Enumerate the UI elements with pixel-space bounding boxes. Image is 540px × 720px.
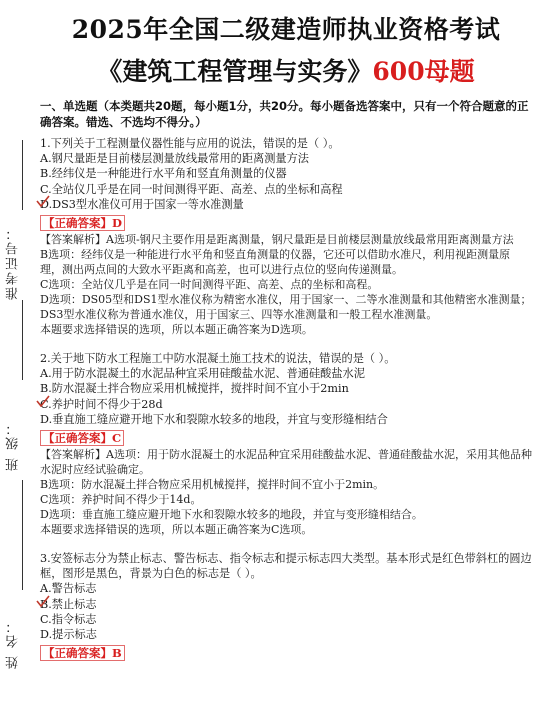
- name-label: 姓 名：: [6, 618, 21, 670]
- explain-line: D选项：垂直施工缝应避开地下水和裂隙水较多的地段，并宜与变形缝相结合。: [40, 508, 423, 522]
- option-d-text: D.DS3型水准仪可用于国家一等水准测量: [40, 197, 244, 211]
- check-mark-icon: [36, 395, 50, 407]
- explain-line: C选项：全站仪几乎是在同一时间测得平距、高差、点的坐标和高程。: [40, 278, 379, 292]
- explain-line: 【答案解析】A选项-钢尺主要作用是距离测量，钢尺量距是目前楼层测量放线最常用距离测量方法: [40, 233, 514, 247]
- answer-explanation: [40, 232, 532, 337]
- explain-line: D选项：DS05型和DS1型水准仪称为精密水准仪，用于国家一、二等水准测量和其他精密水准测量；DS3型水准仪称为普通水准仪，用于国家三、四等水准测量和一般工程水准测量。: [40, 293, 532, 322]
- explain-line: B选项：经纬仪是一种能进行水平角和竖直角测量的仪器，它还可以借助水准尺，利用视距测量原理，测出两点间的大致水平距离和高差，也可以进行点位的竖向传递测量。: [40, 248, 511, 277]
- option-d: [40, 197, 532, 212]
- option-b-text: B.禁止标志: [40, 597, 97, 611]
- explain-line: 本题要求选择错误的选项，所以本题正确答案为C选项。: [40, 523, 313, 537]
- option-c: [40, 397, 532, 412]
- exam-number-line: [22, 140, 23, 210]
- binding-margin: [0, 0, 34, 720]
- subject-accent: 600母题: [372, 57, 475, 86]
- explain-line: C选项：养护时间不得少于14d。: [40, 493, 202, 507]
- question-3: [40, 551, 532, 662]
- option-c: C.全站仪几乎是在同一时间测得平距、高差、点的坐标和高程: [40, 182, 343, 196]
- section-instructions: 一、单选题（本类题共20题，每小题1分，共20分。每小题备选答案中，只有一个符合题意的正确答案。错选、不选均不得分。）: [40, 99, 529, 129]
- correct-answer-tag: 【正确答案】D: [40, 215, 125, 231]
- option-b: B.经纬仪是一种能进行水平角和竖直角测量的仪器: [40, 167, 287, 181]
- check-mark-icon: [36, 595, 50, 607]
- option-a: A.钢尺量距是目前楼层测量放线最常用的距离测量方法: [40, 152, 309, 166]
- check-mark-icon: [36, 195, 50, 207]
- correct-answer-tag: 【正确答案】C: [40, 430, 124, 446]
- subject-title: 《建筑工程管理与实务》: [97, 57, 373, 86]
- option-d: D.垂直施工缝应避开地下水和裂隙水较多的地段，并宜与变形缝相结合: [40, 412, 388, 426]
- question-stem: 1.下列关于工程测量仪器性能与应用的说法，错误的是（ ）。: [40, 137, 340, 150]
- document-page: [40, 0, 532, 662]
- class-line: [22, 480, 23, 590]
- question-stem: 3.安签标志分为禁止标志、警告标志、指令标志和提示标志四大类型。基本形式是红色带斜杠的圆边框，图形是黑色，背景为白色的标志是（ ）。: [40, 552, 532, 581]
- option-c: C.指令标志: [40, 612, 97, 626]
- question-2: [40, 351, 532, 537]
- option-b: [40, 597, 532, 612]
- exam-subtitle: [40, 52, 532, 88]
- divider-line: [22, 300, 23, 380]
- option-a: A.用于防水混凝土的水泥品种宜采用硅酸盐水泥、普通硅酸盐水泥: [40, 367, 365, 381]
- option-c-text: C.养护时间不得少于28d: [40, 397, 163, 411]
- explain-line: 【答案解析】A选项：用于防水混凝土的水泥品种宜采用硅酸盐水泥、普通硅酸盐水泥，采用其他品种水泥时应经试验确定。: [40, 448, 532, 477]
- question-1: [40, 136, 532, 337]
- exam-number-label: 准考证号：: [6, 225, 21, 300]
- option-b: B.防水混凝土拌合物应采用机械搅拌，搅拌时间不宜小于2min: [40, 382, 349, 396]
- option-a: A.警告标志: [40, 582, 97, 596]
- answer-explanation: [40, 447, 532, 537]
- correct-answer-tag: 【正确答案】B: [40, 645, 125, 661]
- explain-line: B选项：防水混凝土拌合物应采用机械搅拌，搅拌时间不宜小于2min。: [40, 478, 385, 492]
- option-d: D.提示标志: [40, 628, 97, 642]
- question-stem: 2.关于地下防水工程施工中防水混凝土施工技术的说法，错误的是（ ）。: [40, 352, 396, 366]
- exam-title: 2025年全国二级建造师执业资格考试: [71, 15, 501, 44]
- class-label: 班 级：: [6, 420, 21, 472]
- explain-line: 本题要求选择错误的选项，所以本题正确答案为D选项。: [40, 323, 313, 337]
